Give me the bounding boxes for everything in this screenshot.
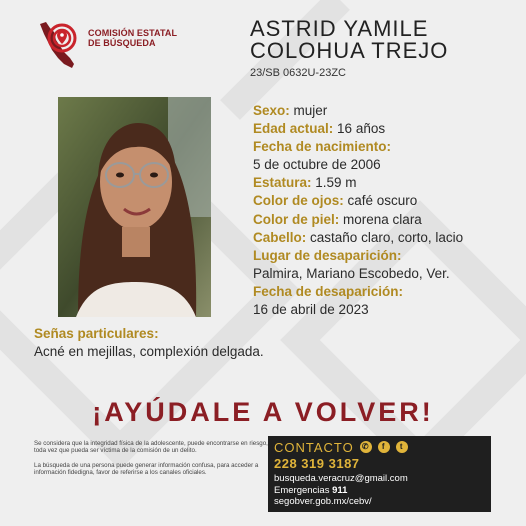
logo	[34, 18, 194, 72]
case-folio: 23/SB 0632U-23ZC	[250, 67, 346, 79]
phone-icon[interactable]: ✆	[360, 441, 372, 453]
person-photo	[58, 97, 211, 317]
logo-line-2: DE BÚSQUEDA	[88, 38, 156, 48]
fact-row: Palmira, Mariano Escobedo, Ver.	[253, 265, 450, 281]
contact-title: CONTACTO	[274, 439, 354, 455]
headline: ¡AYÚDALE A VOLVER!	[92, 397, 434, 427]
disclaimer	[34, 440, 268, 484]
fact-row: Estatura: 1.59 m	[253, 175, 357, 191]
senas-label: Señas particulares:	[34, 326, 159, 341]
portrait-image	[58, 97, 211, 317]
fact-row: Cabello: castaño claro, corto, lacio	[253, 229, 464, 245]
fact-row: Fecha de desaparición:	[253, 283, 404, 299]
name-line-2: COLOHUA TREJO	[250, 38, 449, 63]
fact-row: 16 de abril de 2023	[253, 302, 369, 318]
veracruz-map-icon	[34, 18, 84, 72]
disclaimer-paragraph-1: Se considera que la integridad física de la adolescente, puede encontrarse en riesgo, toda vez que pueda ser víctima de la comisión de un delito.	[34, 440, 268, 455]
senas-value: Acné en mejillas, complexión delgada.	[34, 344, 264, 359]
contact-box	[268, 436, 491, 512]
contact-phone[interactable]: 228 319 3187	[274, 456, 360, 471]
distinguishing-marks	[34, 325, 264, 361]
fact-row: Edad actual: 16 años	[253, 121, 386, 137]
fact-row: Sexo: mujer	[253, 103, 328, 118]
person-name	[250, 18, 520, 62]
name-line-1: ASTRID YAMILE	[250, 16, 429, 41]
disclaimer-paragraph-2: La búsqueda de una persona puede generar información confusa, para acceder a información fidedigna, favor de referirse a los canales oficiales.	[34, 461, 259, 477]
contact-email[interactable]: busqueda.veracruz@gmail.com	[274, 473, 408, 484]
contact-emergency: Emergencias 911	[274, 484, 348, 496]
facebook-icon[interactable]: f	[378, 441, 390, 453]
fact-row: 5 de octubre de 2006	[253, 157, 381, 173]
person-facts	[253, 102, 523, 319]
twitter-icon[interactable]: t	[396, 441, 408, 453]
fact-row: Lugar de desaparición:	[253, 247, 402, 263]
fact-row: Color de piel: morena clara	[253, 211, 422, 227]
fact-row: Fecha de nacimiento:	[253, 139, 392, 155]
contact-website[interactable]: segobver.gob.mx/cebv/	[274, 496, 372, 507]
fact-row: Color de ojos: café oscuro	[253, 193, 418, 209]
logo-line-1: COMISIÓN ESTATAL	[88, 28, 178, 38]
